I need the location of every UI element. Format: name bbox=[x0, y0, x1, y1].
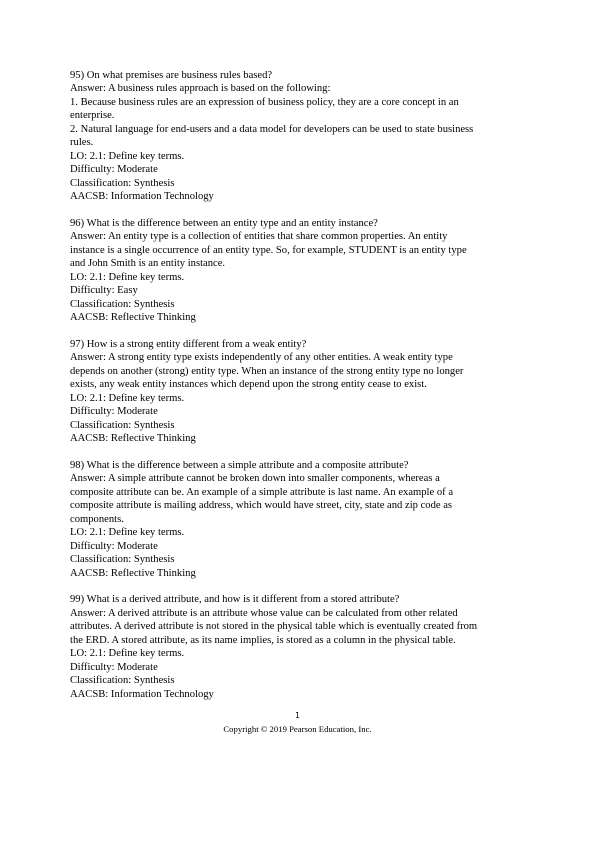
question-block bbox=[70, 217, 530, 325]
answer-continuation: and John Smith is an entity instance. bbox=[70, 258, 226, 270]
answer-continuation: instance is a single occurrence of an entity type. So, for example, STUDENT is an entity type bbox=[70, 244, 467, 256]
aacsb-label: AACSB: Reflective Thinking bbox=[70, 312, 196, 324]
answer-continuation: enterprise. bbox=[70, 110, 115, 122]
learning-objective: LO: 2.1: Define key terms. bbox=[70, 392, 185, 404]
question-block bbox=[70, 338, 530, 446]
learning-objective: LO: 2.1: Define key terms. bbox=[70, 527, 185, 539]
classification-label: Classification: Synthesis bbox=[70, 554, 175, 566]
question-text: 98) What is the difference between a simple attribute and a composite attribute? bbox=[70, 459, 409, 471]
difficulty-label: Difficulty: Easy bbox=[70, 285, 138, 297]
answer-continuation: 2. Natural language for end-users and a data model for developers can be used to state business bbox=[70, 123, 474, 135]
question-text: 96) What is the difference between an entity type and an entity instance? bbox=[70, 217, 378, 229]
question-block bbox=[70, 593, 530, 701]
aacsb-label: AACSB: Information Technology bbox=[70, 688, 214, 700]
question-text: 97) How is a strong entity different from a weak entity? bbox=[70, 338, 307, 350]
answer-continuation: rules. bbox=[70, 137, 94, 149]
classification-label: Classification: Synthesis bbox=[70, 177, 175, 189]
answer-text: Answer: A derived attribute is an attribute whose value can be calculated from other related bbox=[70, 607, 458, 619]
answer-continuation: exists, any weak entity instances which depend upon the strong entity cease to exist. bbox=[70, 379, 427, 391]
answer-text: Answer: A strong entity type exists independently of any other entities. A weak entity type bbox=[70, 352, 453, 364]
learning-objective: LO: 2.1: Define key terms. bbox=[70, 150, 185, 162]
difficulty-label: Difficulty: Moderate bbox=[70, 406, 158, 418]
answer-continuation: depends on another (strong) entity type. When an instance of the strong entity type no longer bbox=[70, 365, 464, 377]
aacsb-label: AACSB: Reflective Thinking bbox=[70, 567, 196, 579]
question-block bbox=[70, 459, 530, 580]
answer-text: Answer: A business rules approach is based on the following: bbox=[70, 83, 331, 95]
aacsb-label: AACSB: Information Technology bbox=[70, 191, 214, 203]
learning-objective: LO: 2.1: Define key terms. bbox=[70, 271, 185, 283]
difficulty-label: Difficulty: Moderate bbox=[70, 540, 158, 552]
answer-continuation: attributes. A derived attribute is not stored in the physical table which is eventually created from bbox=[70, 621, 478, 633]
difficulty-label: Difficulty: Moderate bbox=[70, 164, 158, 176]
question-block bbox=[70, 69, 530, 204]
classification-label: Classification: Synthesis bbox=[70, 298, 175, 310]
learning-objective: LO: 2.1: Define key terms. bbox=[70, 648, 185, 660]
question-text: 95) On what premises are business rules based? bbox=[70, 70, 273, 81]
aacsb-label: AACSB: Reflective Thinking bbox=[70, 433, 196, 445]
classification-label: Classification: Synthesis bbox=[70, 419, 175, 431]
answer-continuation: composite attribute can be. An example of a simple attribute is last name. An example of a bbox=[70, 486, 454, 498]
answer-continuation: composite attribute is mailing address, which would have street, city, state and zip code as bbox=[70, 500, 453, 512]
answer-continuation: components. bbox=[70, 513, 124, 525]
difficulty-label: Difficulty: Moderate bbox=[70, 661, 158, 673]
page-number: 1 bbox=[295, 711, 300, 720]
copyright-notice: Copyright © 2019 Pearson Education, Inc. bbox=[223, 724, 372, 734]
question-text: 99) What is a derived attribute, and how is it different from a stored attribute? bbox=[70, 594, 400, 606]
answer-text: Answer: A simple attribute cannot be broken down into smaller components, whereas a bbox=[70, 473, 440, 485]
question-list bbox=[70, 69, 530, 714]
answer-text: Answer: An entity type is a collection of entities that share common properties. An entity bbox=[70, 231, 448, 243]
answer-continuation: 1. Because business rules are an expression of business policy, they are a core concept in an bbox=[70, 96, 459, 108]
classification-label: Classification: Synthesis bbox=[70, 675, 175, 687]
answer-continuation: the ERD. A stored attribute, as its name implies, is stored as a column in the physical table. bbox=[70, 634, 456, 646]
